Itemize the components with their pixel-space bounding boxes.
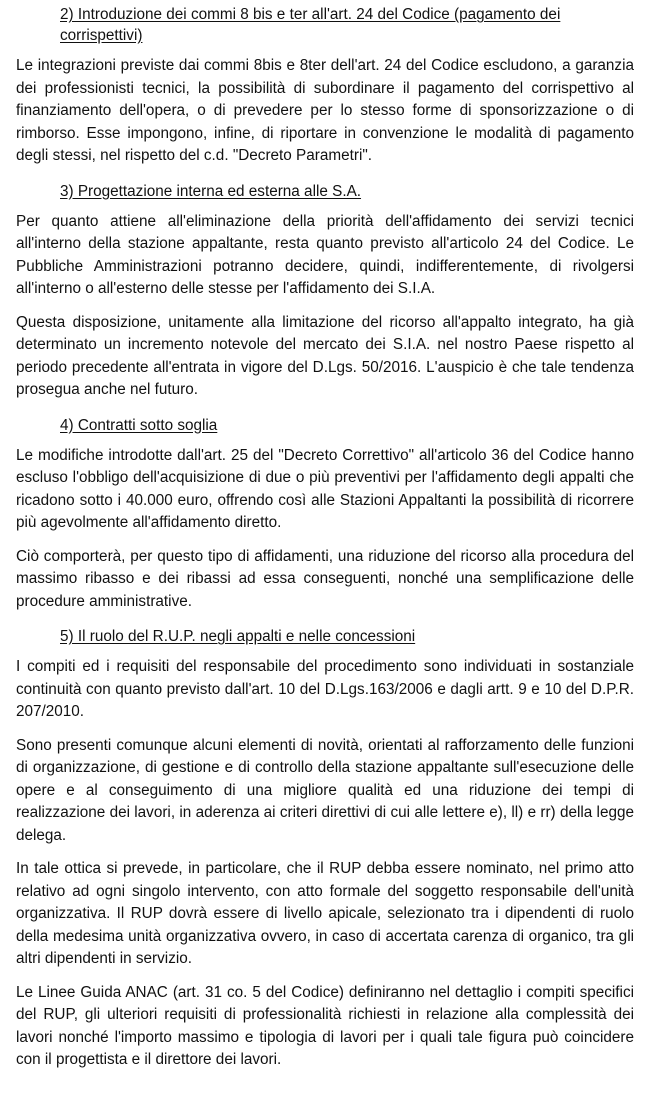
section-heading: 4) Contratti sotto soglia: [60, 416, 218, 434]
paragraph: Sono presenti comunque alcuni elementi di novità, orientati al rafforzamento delle funzioni di organizzazione, di gestione e di controllo della stazione appaltante sull'esecuzione delle opere e al conseguimento di una migliore qualità ed una riduzione dei tempi di realizzazione dei lavori, in aderenza ai criteri direttivi di cui alle lettere e), ll) e rr) della legge delega.: [16, 736, 634, 844]
section-progettazione: [16, 181, 634, 402]
section-heading: 3) Progettazione interna ed esterna alle S.A.: [60, 182, 362, 200]
paragraph: Le integrazioni previste dai commi 8bis e 8ter dell'art. 24 del Codice escludono, a garanzia dei professionisti tecnici, la possibilità di subordinare il pagamento del corrispettivo al finanziamento dell'opera, o di prevedere per lo stesso forme di sponsorizzazione o di rimborso. Esse impongono, infine, di riportare in convenzione le modalità di pagamento degli stessi, nel rispetto del c.d. "Decreto Parametri".: [16, 57, 634, 164]
paragraph: Ciò comporterà, per questo tipo di affidamenti, una riduzione del ricorso alla procedura del massimo ribasso e dei ribassi ad essa conseguenti, nonché una semplificazione delle procedure amministrative.: [16, 547, 634, 610]
paragraph: In tale ottica si prevede, in particolare, che il RUP debba essere nominato, nel primo atto relativo ad ogni singolo intervento, con atto formale del soggetto responsabile dell'unità organizzativa. Il RUP dovrà essere di livello apicale, selezionato tra i dipendenti di ruolo della medesima unità organizzativa ovvero, in caso di accertata carenza di organico, tra gli altri dipendenti in servizio.: [16, 860, 634, 967]
section-heading: 2) Introduzione dei commi 8 bis e ter all'art. 24 del Codice (pagamento dei corrispettivi): [60, 6, 561, 44]
section-ruolo-rup: [16, 626, 634, 1072]
paragraph: Le modifiche introdotte dall'art. 25 del "Decreto Correttivo" all'articolo 36 del Codice hanno escluso l'obbligo dell'acquisizione di due o più preventivi per l'affidamento degli appalti che ricadono sotto i 40.000 euro, offrendo così alle Stazioni Appaltanti la possibilità di ricorrere più agevolmente all'affidamento diretto.: [16, 446, 634, 531]
section-heading: 5) Il ruolo del R.U.P. negli appalti e nelle concessioni: [60, 628, 416, 645]
section-contratti-sotto-soglia: [16, 415, 634, 614]
paragraph: I compiti ed i requisiti del responsabile del procedimento sono individuati in sostanziale continuità con quanto previsto dall'art. 10 del D.Lgs.163/2006 e dagli artt. 9 e 10 del D.P.R. 207/2010.: [16, 658, 634, 720]
paragraph: Le Linee Guida ANAC (art. 31 co. 5 del Codice) definiranno nel dettaglio i compiti specifici del RUP, gli ulteriori requisiti di professionalità richiesti in relazione alla complessità dei lavori nonché l'importo massimo e tipologia di lavori per i quali tale figura può coincidere con il progettista e il direttore dei lavori.: [16, 983, 634, 1068]
section-pagamento-corrispettivi: [16, 4, 634, 168]
paragraph: Questa disposizione, unitamente alla limitazione del ricorso all'appalto integrato, ha già determinato un incremento notevole del mercato dei S.I.A. nel nostro Paese rispetto al periodo precedente all'entrata in vigore del D.Lgs. 50/2016. L'auspicio è che tale tendenza prosegua anche nel futuro.: [16, 313, 634, 398]
paragraph: Per quanto attiene all'eliminazione della priorità dell'affidamento dei servizi tecnici all'interno della stazione appaltante, resta quanto previsto all'articolo 24 del Codice. Le Pubbliche Amministrazioni potranno decidere, quindi, indifferentemente, di rivolgersi all'interno o all'esterno delle stesse per l'affidamento dei S.I.A.: [16, 212, 634, 297]
